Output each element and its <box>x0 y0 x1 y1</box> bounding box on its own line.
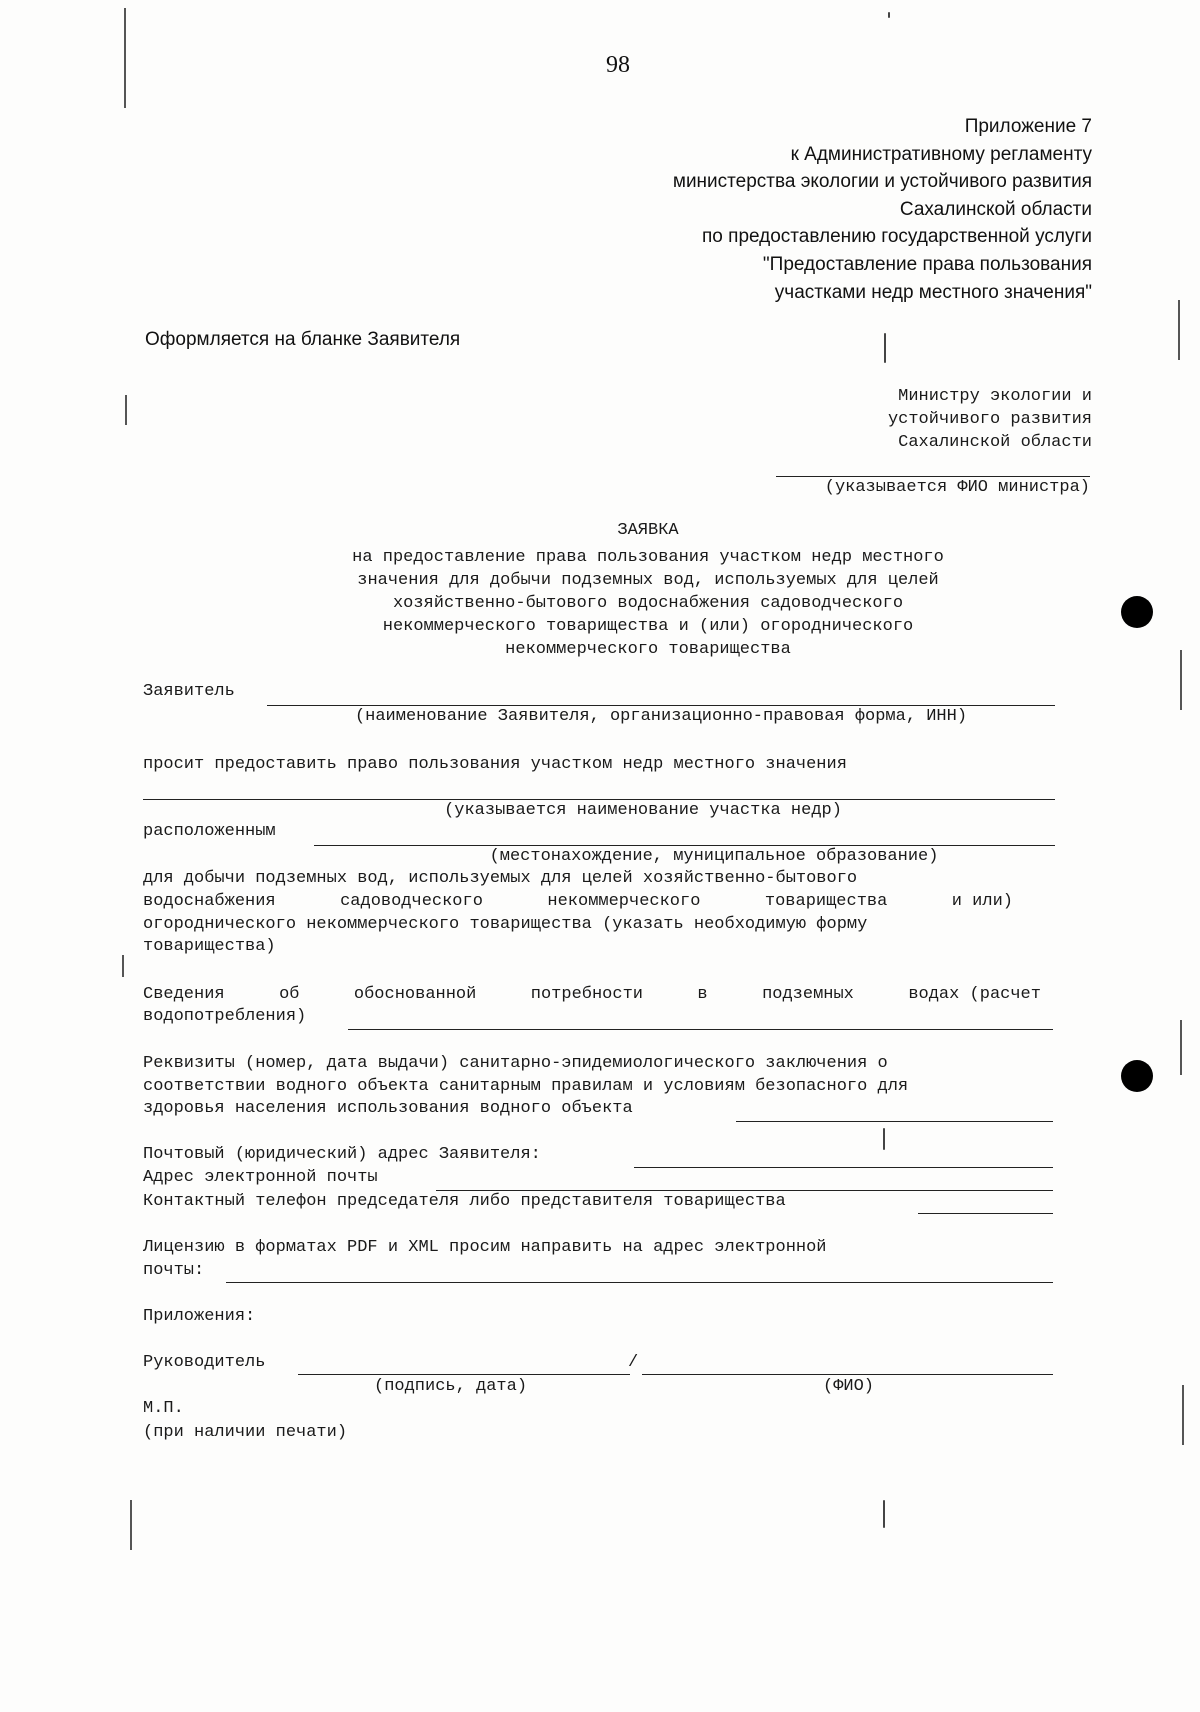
scan-speck <box>884 333 886 363</box>
recipient-line: Сахалинской области <box>898 433 1092 452</box>
requisites-line: здоровья населения использования водного объекта <box>143 1099 633 1118</box>
recipient-block <box>888 385 1092 454</box>
appendix-line: по предоставлению государственной услуги <box>702 226 1092 248</box>
purpose-line: огороднического некоммерческого товарищества (указать необходимую форму <box>143 915 868 934</box>
stamp-note: (при наличии печати) <box>143 1423 348 1442</box>
scan-speck <box>888 12 890 18</box>
minister-name-field[interactable] <box>776 476 1090 477</box>
applicant-caption: (наименование Заявителя, организационно-правовая форма, ИНН) <box>354 707 968 726</box>
signature-field[interactable] <box>298 1374 630 1375</box>
subtitle-line: хозяйственно-бытового водоснабжения садоводческого <box>392 594 904 613</box>
license-email-field[interactable] <box>226 1282 1053 1283</box>
scan-margin-line <box>1182 1385 1184 1445</box>
request-text: просит предоставить право пользования участком недр местного значения <box>143 755 847 774</box>
need-line: Сведения об обоснованной потребности в подземных водах (расчет <box>143 985 1041 1004</box>
purpose-line: товарищества) <box>143 937 276 956</box>
document-subtitle <box>0 546 1200 661</box>
scan-margin-line <box>130 1500 132 1550</box>
scan-margin-line <box>122 955 124 977</box>
applicant-field[interactable] <box>267 705 1055 706</box>
plot-name-field[interactable] <box>143 799 1055 800</box>
signature-caption: (подпись, дата) <box>374 1377 528 1396</box>
located-caption: (местонахождение, муниципальное образование) <box>489 847 939 866</box>
requisites-line: соответствии водного объекта санитарным правилам и условиям безопасного для <box>143 1077 909 1096</box>
appendix-line: Приложение 7 <box>964 116 1092 137</box>
subtitle-line: значения для добычи подземных вод, используемых для целей <box>357 571 939 590</box>
located-label: расположенным <box>143 822 276 841</box>
appendix-line: Сахалинской области <box>899 198 1092 220</box>
appendix-line: министерства экологии и устойчивого развития <box>672 171 1092 193</box>
attachments-label: Приложения: <box>143 1307 256 1326</box>
recipient-line: устойчивого развития <box>887 410 1092 429</box>
appendix-block <box>673 113 1092 306</box>
purpose-line: водоснабжения садоводческого некоммерческого товарищества и или) <box>143 892 1013 911</box>
postal-address-field[interactable] <box>634 1167 1053 1168</box>
license-line: почты: <box>143 1261 205 1280</box>
phone-field[interactable] <box>918 1213 1053 1214</box>
recipient-line: Министру экологии и <box>898 387 1092 406</box>
location-field[interactable] <box>314 845 1055 846</box>
blank-note: Оформляется на бланке Заявителя <box>145 329 461 350</box>
scan-margin-line <box>1180 1020 1182 1075</box>
scan-punch-hole <box>1121 1060 1153 1092</box>
scan-margin-line <box>125 395 127 425</box>
minister-name-caption: (указывается ФИО министра) <box>824 478 1090 497</box>
scan-margin-line <box>1178 300 1180 360</box>
phone-label: Контактный телефон председателя либо представителя товарищества <box>143 1192 786 1211</box>
document-title: ЗАЯВКА <box>617 521 679 540</box>
requisites-line: Реквизиты (номер, дата выдачи) санитарно-эпидемиологического заключения о <box>143 1054 888 1073</box>
postal-address-label: Почтовый (юридический) адрес Заявителя: <box>143 1145 541 1164</box>
subtitle-line: на предоставление права пользования участком недр местного <box>352 548 944 567</box>
scan-speck <box>883 1500 885 1528</box>
email-field[interactable] <box>436 1190 1053 1191</box>
page-number: 98 <box>606 52 630 78</box>
plot-caption: (указывается наименование участка недр) <box>444 801 842 820</box>
email-label: Адрес электронной почты <box>143 1168 378 1187</box>
signature-separator: / <box>628 1353 639 1372</box>
requisites-field[interactable] <box>736 1121 1053 1122</box>
need-line: водопотребления) <box>143 1007 307 1026</box>
license-line: Лицензию в форматах PDF и XML просим направить на адрес электронной <box>143 1238 827 1257</box>
scan-speck <box>883 1128 885 1150</box>
stamp-label: М.П. <box>143 1399 184 1418</box>
appendix-line: к Административному регламенту <box>790 143 1092 165</box>
subtitle-line: некоммерческого товарищества <box>505 640 791 659</box>
head-label: Руководитель <box>143 1353 266 1372</box>
applicant-label: Заявитель <box>143 682 235 701</box>
appendix-line: "Предоставление права пользования <box>762 253 1092 275</box>
water-need-field[interactable] <box>348 1029 1053 1030</box>
fio-caption: (ФИО) <box>823 1377 875 1396</box>
appendix-line: участками недр местного значения" <box>774 281 1092 303</box>
head-fio-field[interactable] <box>642 1374 1053 1375</box>
purpose-line: для добычи подземных вод, используемых для целей хозяйственно-бытового <box>143 869 858 888</box>
subtitle-line: некоммерческого товарищества и (или) огороднического <box>382 617 914 636</box>
